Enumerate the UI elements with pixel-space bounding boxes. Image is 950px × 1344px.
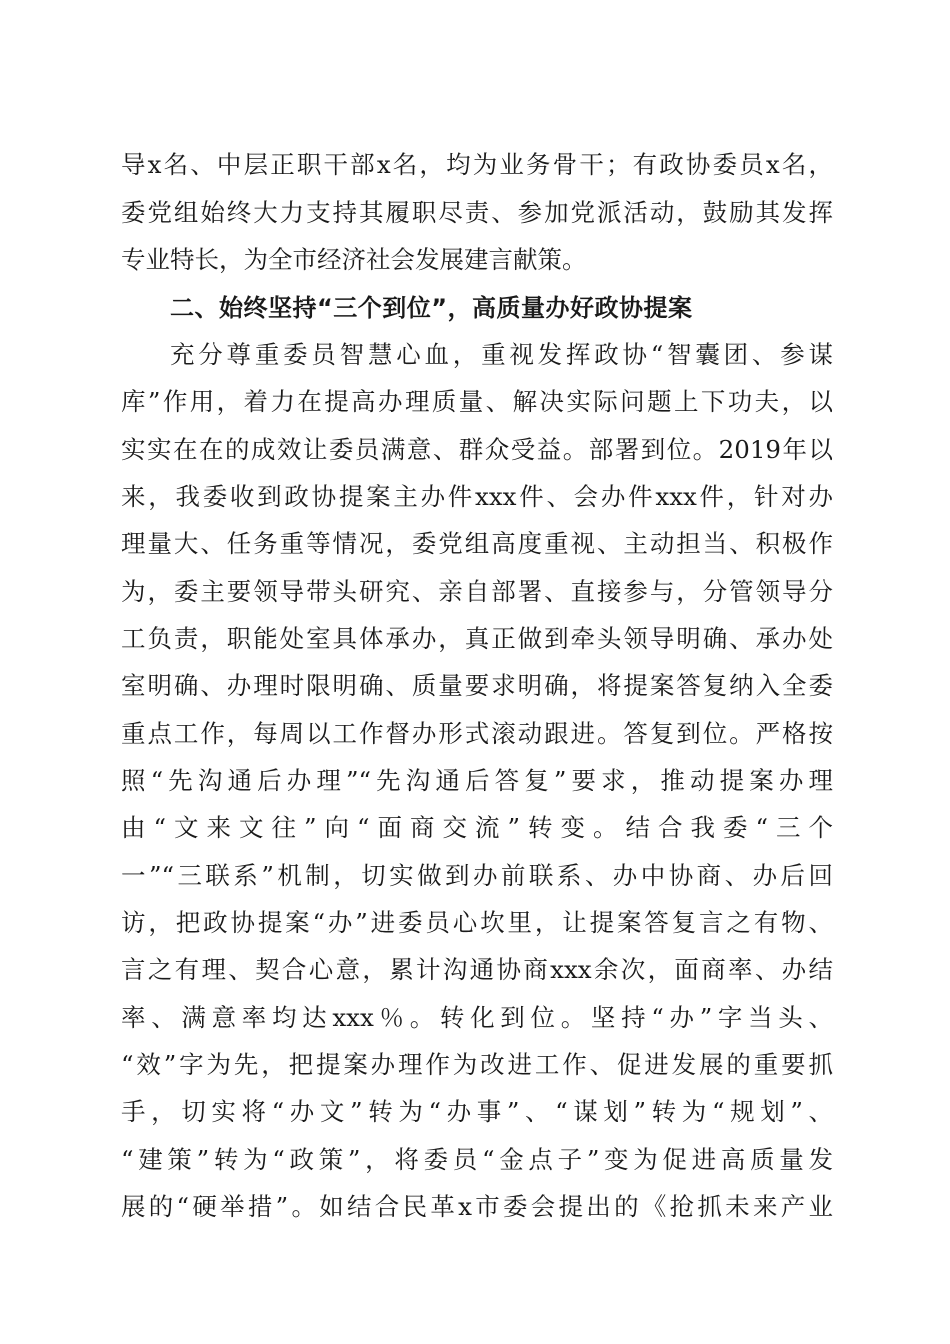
paragraph-line: 库”作用，着力在提高办理质量、解决实际问题上下功夫，以 — [121, 387, 833, 416]
paragraph-line: “建策”转为“政策”，将委员“金点子”变为促进高质量发 — [121, 1145, 833, 1174]
paragraph-line: 访，把政协提案“办”进委员心坎里，让提案答复言之有物、 — [121, 908, 833, 937]
paragraph-line: 专业特长，为全市经济社会发展建言献策。 — [121, 245, 587, 274]
paragraph-line: 手，切实将“办文”转为“办事”、“谋划”转为“规划”、 — [121, 1097, 833, 1126]
paragraph-line: 来，我委收到政协提案主办件xxx件、会办件xxx件，针对办 — [121, 482, 833, 511]
paragraph-line: 由“文来文往”向“面商交流”转变。结合我委“三个 — [121, 813, 833, 842]
paragraph-line: 室明确、办理时限明确、质量要求明确，将提案答复纳入全委 — [121, 671, 833, 700]
paragraph-line: “效”字为先，把提案办理作为改进工作、促进发展的重要抓 — [121, 1050, 833, 1079]
paragraph-line: 导x名、中层正职干部x名，均为业务骨干；有政协委员x名， — [121, 150, 833, 179]
paragraph-line: 展的“硬举措”。如结合民革x市委会提出的《抢抓未来产业 — [121, 1192, 833, 1221]
section-heading: 二、始终坚持“三个到位”，高质量办好政协提案 — [170, 294, 693, 322]
paragraph-line: 重点工作，每周以工作督办形式滚动跟进。答复到位。严格按 — [121, 719, 833, 748]
paragraph-line: 言之有理、契合心意，累计沟通协商xxx余次，面商率、办结 — [121, 955, 833, 984]
paragraph-line: 一”“三联系”机制，切实做到办前联系、办中协商、办后回 — [121, 861, 833, 890]
paragraph-line: 充分尊重委员智慧心血，重视发挥政协“智囊团、参谋 — [170, 340, 833, 369]
paragraph-line: 照“先沟通后办理”“先沟通后答复”要求，推动提案办理 — [121, 766, 833, 795]
paragraph-line: 为，委主要领导带头研究、亲自部署、直接参与，分管领导分 — [121, 577, 833, 606]
paragraph-line: 实实在在的成效让委员满意、群众受益。部署到位。2019年以 — [121, 435, 833, 464]
paragraph-line: 率、满意率均达xxx％。转化到位。坚持“办”字当头、 — [121, 1003, 833, 1032]
paragraph-line: 委党组始终大力支持其履职尽责、参加党派活动，鼓励其发挥 — [121, 198, 833, 227]
paragraph-line: 理量大、任务重等情况，委党组高度重视、主动担当、积极作 — [121, 529, 833, 558]
paragraph-line: 工负责，职能处室具体承办，真正做到牵头领导明确、承办处 — [121, 624, 833, 653]
